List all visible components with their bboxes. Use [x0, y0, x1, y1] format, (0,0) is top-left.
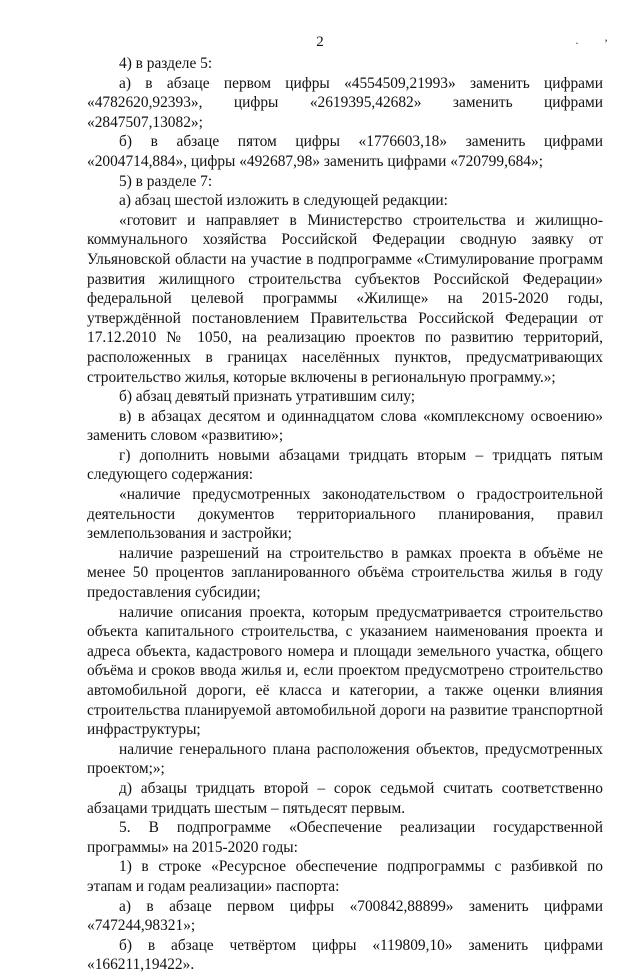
paragraph-7d: д) абзацы тридцать второй – сорок седьмой считать соответственно абзацами тридцать шестым – пятьдесят первым.	[87, 779, 603, 817]
paragraph-7a-quote: «готовит и направляет в Министерство строительства и жилищно-коммунального хозяйства Российской Федерации сводную заявку от Ульяновской области на участие в подпрограмме «Стимулирование программ развития жилищного строительства субъектов Российской Федерации» федеральной целевой программы «Жилище» на 2015-2020 годы, утверждённой постановлением Правительства Российской Федерации от 17.12.2010 № 1050, на реализацию проектов по развитию территорий, расположенных в границах населённых пунктов, предусматривающих строительство жилья, которые включены в региональную программу.»;	[87, 211, 603, 386]
paragraph-item5-1: 1) в строке «Ресурсное обеспечение подпрограммы с разбивкой по этапам и годам реализации» паспорта:	[87, 858, 603, 895]
paragraph-7v: в) в абзацах десятом и одиннадцатом слова «комплексному освоению» заменить словом «развитию»;	[87, 407, 603, 445]
paragraph-section5-header: 4) в разделе 5:	[119, 55, 213, 72]
paragraph-item5-1b: б) в абзаце четвёртом цифры «119809,10» заменить цифрами «166211,19422».	[87, 936, 603, 974]
paragraph-7g-item1: «наличие предусмотренных законодательством о градостроительной деятельности документов территориального планирования, правил землепользования и застройки;	[87, 486, 603, 543]
paragraph-7g-item2: наличие разрешений на строительство в рамках проекта в объёме не менее 50 процентов запланированного объёма строительства жилья в году предоставления субсидии;	[87, 544, 603, 602]
page-number: 2	[316, 34, 324, 50]
paragraph-item5-header: 5. В подпрограмме «Обеспечение реализации государственной программы» на 2015-2020 годы:	[87, 819, 603, 856]
paragraph-7g-item4: наличие генерального плана расположения объектов, предусмотренных проектом;»;	[87, 740, 603, 778]
corner-mark: ·	[575, 36, 579, 50]
paragraph-5b: б) в абзаце пятом цифры «1776603,18» заменить цифрами «2004714,884», цифры «492687,98» заменить цифрами «720799,684»;	[87, 133, 603, 170]
paragraph-5a: а) в абзаце первом цифры «4554509,21993» заменить цифрами «4782620,92393», цифры «2619395,42682» заменить цифрами «2847507,13082»;	[87, 74, 603, 131]
paragraph-7b: б) абзац девятый признать утратившим силу;	[119, 388, 416, 406]
paragraph-7a: а) абзац шестой изложить в следующей редакции:	[119, 192, 448, 210]
document-body	[87, 54, 603, 975]
corner-mark: ’	[604, 36, 608, 50]
paragraph-7g-item3: наличие описания проекта, которым предусматривается строительство объекта капитального строительства, с указанием наименования проекта и адреса объекта, кадастрового номера и площади земельного участка, общего объёма и сроков ввода жилья и, если проектом предусмотрено строительство автомобильной дороги, её класса и категории, а также оценки влияния строительства планируемой автомобильной дороги на развитие транспортной инфраструктуры;	[87, 603, 603, 739]
paragraph-item5-1a: а) в абзаце первом цифры «700842,88899» заменить цифрами «747244,98321»;	[87, 897, 603, 935]
paragraph-7g: г) дополнить новыми абзацами тридцать вторым – тридцать пятым следующего содержания:	[87, 446, 603, 484]
paragraph-section7-header: 5) в разделе 7:	[119, 172, 213, 190]
